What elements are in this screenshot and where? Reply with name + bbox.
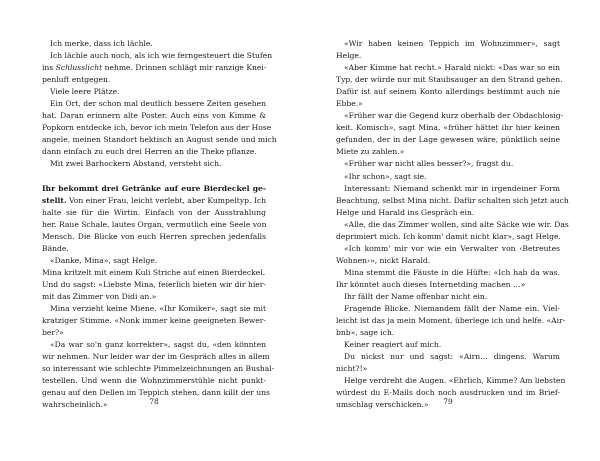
text-line: Typ, der würde nur mit Staubsauger an den Strand gehen. — [336, 75, 563, 85]
text-line: mit das Zimmer von Didi an.» — [42, 291, 157, 301]
text-line: hat. Daran erinnern alte Poster. Auch eins von Kimme & — [42, 111, 266, 121]
text-line: Helge und Harald ins Gespräch ein. — [336, 207, 475, 217]
text-line: Viele leere Plätze. — [50, 87, 120, 97]
text-line: Ihr fällt der Name offenbar nicht ein. — [344, 291, 488, 301]
text-line — [42, 62, 266, 74]
text-line: halte sie für die Wirtin. Einfach von der Ausstrahlung — [42, 207, 266, 217]
page-number-right: 79 — [443, 397, 453, 406]
text-line: «Alle, die das Zimmer wollen, sind alte Säcke wie wir. Das — [344, 219, 569, 229]
text-line: penluft entgegen. — [42, 75, 111, 85]
text-line: Popkorn entdecke ich, bevor ich mein Telefon aus der Hose — [42, 123, 272, 133]
text-line: Interessant: Niemand schenkt mir in irgendeiner Form — [344, 183, 560, 193]
text-line: nicht?!» — [336, 364, 368, 374]
text-line: wahrscheinlich.» — [42, 400, 108, 410]
text-line: «Da war so'n ganz korrekter», sagst du, «den könnten — [50, 340, 266, 350]
text-line: Mit zwei Barhockern Abstand, versteht sich. — [50, 159, 222, 169]
text-line — [42, 195, 266, 207]
text-line: würdest du E-Mails doch noch ausdrucken und im Brief- — [336, 388, 560, 398]
text-line: Dafür ist auf seinem Konto allerdings bestimmt auch nie — [336, 87, 560, 97]
text-line: testellen. Und wenn die Wohnzimmerstühle nicht punkt- — [42, 376, 266, 386]
text-line: Miete zu zahlen.» — [336, 147, 405, 157]
text-line: deprimiert mich. Ich komm' damit nicht klar», sagt Helge. — [336, 231, 561, 241]
text-line: leicht ist das ja mein Moment, überlege ich und helfe. «Air- — [336, 316, 566, 326]
text-line: «Ich komm' mir vor wie ein Verwalter von ‹Betreutes — [344, 243, 560, 253]
text-line: kratziger Stimme. «Nonk immer keine geeigneten Bewer- — [42, 316, 266, 326]
italic-title: Schlusslicht — [55, 63, 103, 73]
text-line: umschlag verschicken.» — [336, 400, 429, 410]
text-line: «Aber Kimme hat recht.» Harald nickt: «Das war so ein — [344, 63, 560, 73]
text-line: Ich merke, dass ich lächle. — [50, 39, 153, 48]
text-line: Mina verzieht keine Miene. «Ihr Komiker», sagt sie mit — [50, 303, 266, 313]
text-line: «Früher war die Gegend kurz oberhalb der Obdachlosig- — [344, 111, 564, 121]
text-line: «Wir haben keinen Teppich im Wohnzimmer», sagt — [344, 39, 560, 48]
text-line: keit. Komisch», sagt Mina, «früher hättet ihr hier keinen — [336, 123, 560, 133]
text-line: Du nickst nur und sagst: «Airn… dingens. Warum — [344, 352, 560, 362]
text-line: gefunden, der in der Lage gewesen wäre, pünktlich seine — [336, 135, 560, 145]
text-line: Wohnen›», nickt Harald. — [336, 255, 431, 265]
text-line: Keiner reagiert auf mich. — [344, 340, 442, 350]
text-line: Und du sagst: «Liebste Mina, feierlich bieten wir dir hier- — [42, 279, 266, 289]
text-line: Beachtung, selbst Mina nicht. Dafür schalten sich jetzt auch — [336, 195, 569, 205]
text-line: so interessant wie schlechte Pimmelzeichnungen an Bushal- — [42, 364, 275, 374]
text-run: ins — [42, 63, 56, 73]
text-line: her. Raue Schale, lautes Organ, vermutlich eine Seele von — [42, 219, 267, 229]
section-lead-end: stellt. — [42, 195, 67, 205]
text-line: Mensch. Die Blicke von euch Herren sprechen jedenfalls — [42, 231, 266, 241]
text-line: genau auf den Dellen im Teppich stehen, dann killt der uns — [42, 388, 270, 398]
text-line: ber?» — [42, 328, 64, 338]
left-page — [42, 38, 277, 411]
text-line: «Ihr schon», sagt sie. — [344, 171, 427, 181]
text-line: Ein Ort, der schon mal deutlich bessere Zeiten gesehen — [50, 99, 266, 109]
text-run: Von einer Frau, leicht verlebt, aber Kumpeltyp. Ich — [66, 195, 266, 205]
text-line: «Danke, Mina», sagt Helge. — [50, 255, 158, 265]
text-line: dann einfach zu euch drei Herren an die Theke pflanze. — [42, 147, 257, 157]
text-line: Helge verdreht die Augen. «Ehrlich, Kimme? Am liebsten — [344, 376, 566, 386]
right-page — [336, 38, 569, 411]
text-line: Ich lächle auch noch, als ich wie ferngesteuert die Stufen — [50, 51, 273, 61]
text-line: «Früher war nicht alles besser?», fragst du. — [344, 159, 514, 169]
text-line: Helge. — [336, 51, 362, 61]
text-line: Ihr könntet auch dieses Internetding machen …» — [336, 279, 526, 289]
text-line: Mina kritzelt mit einem Kuli Striche auf einen Bierdeckel. — [42, 267, 266, 277]
section-lead-line: Ihr bekommt drei Getränke auf eure Bierdeckel ge- — [42, 183, 266, 193]
text-line: Fragende Blicke. Niemandem fällt der Name ein. Viel- — [344, 304, 560, 314]
text-line: Mina stemmt die Fäuste in die Hüfte: «Ich hab da was. — [344, 267, 560, 277]
text-line: wir nehmen. Nur leider war der im Gespräch alles in allem — [42, 352, 270, 362]
page-number-left: 78 — [149, 397, 159, 406]
text-line: angele, meinen Standort hektisch an August sende und mich — [42, 135, 277, 145]
text-line: Ebbe.» — [336, 99, 363, 109]
text-run: nehme. Drinnen schlägt mir ranzige Knei- — [102, 63, 267, 73]
text-line: bnb», sage ich. — [336, 328, 395, 338]
text-line: Bände. — [42, 243, 69, 253]
